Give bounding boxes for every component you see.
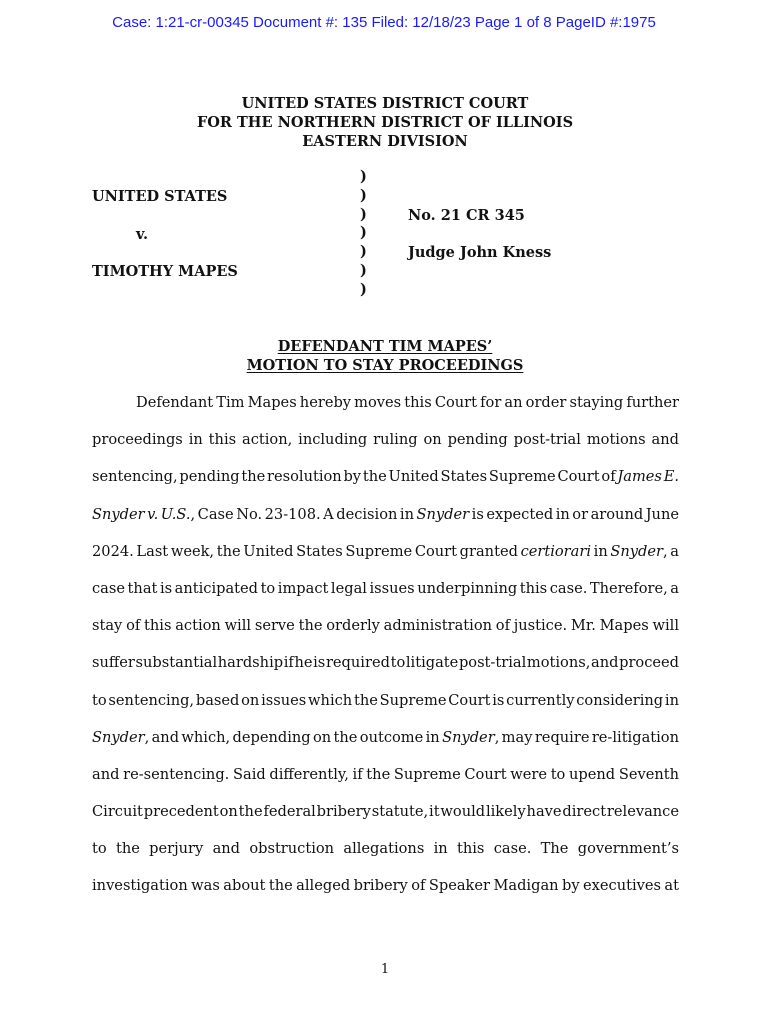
caption-defendant: TIMOTHY MAPES xyxy=(92,263,238,280)
motion-title-line-2: MOTION TO STAY PROCEEDINGS xyxy=(246,357,524,374)
body-text-segment: , and which, depending on the outcome in xyxy=(144,728,443,746)
caption-plaintiff: UNITED STATES xyxy=(92,188,228,205)
case-header-stamp: Case: 1:21-cr-00345 Document #: 135 Filed: 12/18/23 Page 1 of 8 PageID #:1975 xyxy=(112,14,656,31)
body-italic-segment: Snyder xyxy=(416,505,470,523)
body-text-segment: , may require re-litigation xyxy=(494,728,679,746)
body-line xyxy=(92,607,679,644)
court-name-line: UNITED STATES DISTRICT COURT xyxy=(241,95,529,112)
body-line xyxy=(92,719,679,756)
caption-paren: ) xyxy=(360,168,367,185)
body-line xyxy=(92,458,679,495)
body-line xyxy=(92,644,679,681)
body-line xyxy=(92,496,679,533)
caption-versus: v. xyxy=(136,226,149,243)
body-text-segment: suffer substantial hardship if he is required to litigate post-trial motions, and proceed xyxy=(92,654,679,672)
body-line xyxy=(92,867,679,904)
body-line xyxy=(92,793,679,830)
motion-body xyxy=(92,384,679,905)
body-text-segment: proceedings in this action, including ruling on pending post-trial motions and xyxy=(92,431,679,449)
body-line xyxy=(92,682,679,719)
body-text-segment: Defendant Tim Mapes hereby moves this Court for an order staying further xyxy=(136,394,679,411)
body-line xyxy=(92,570,679,607)
caption-paren: ) xyxy=(360,261,367,279)
court-heading xyxy=(0,94,768,151)
motion-title-line-1: DEFENDANT TIM MAPES’ xyxy=(277,338,493,355)
body-italic-segment: certiorari xyxy=(520,542,592,560)
body-line xyxy=(92,756,679,793)
body-text-segment: in xyxy=(591,542,611,560)
motion-title xyxy=(0,337,768,375)
body-italic-segment: Snyder xyxy=(610,542,663,560)
caption-paren: ) xyxy=(360,280,367,298)
court-division-line: EASTERN DIVISION xyxy=(302,133,468,150)
body-text-segment: and re-sentencing. Said differently, if the Supreme Court were to upend Seventh xyxy=(92,765,679,783)
body-text-segment: stay of this action will serve the orderly administration of justice. Mr. Mapes will xyxy=(92,617,679,635)
body-text-segment: case that is anticipated to impact legal issues underpinning this case. Therefore, a xyxy=(92,579,679,597)
caption-paren: ) xyxy=(360,205,367,223)
caption-paren: ) xyxy=(360,224,367,242)
body-italic-segment: James E. xyxy=(617,468,679,486)
body-italic-segment: Snyder xyxy=(442,728,495,746)
case-number: No. 21 CR 345 xyxy=(408,207,525,224)
caption-paren: ) xyxy=(360,243,367,261)
judge-name: Judge John Kness xyxy=(408,244,552,261)
body-italic-segment: Snyder xyxy=(92,728,145,746)
caption-paren-column xyxy=(360,168,367,300)
body-text-segment: Circuit precedent on the federal bribery statute, it would likely have direct relevance xyxy=(92,803,679,821)
body-line xyxy=(92,421,679,458)
body-text-segment: to sentencing, based on issues which the Supreme Court is currently considering in xyxy=(92,691,679,709)
body-text-segment: , Case No. 23-108. A decision in xyxy=(190,505,417,523)
caption-paren: ) xyxy=(360,186,367,204)
body-text-segment: is expected in or around June xyxy=(469,505,679,523)
body-text-segment: , a xyxy=(663,542,679,560)
body-line xyxy=(92,830,679,867)
body-text-segment: sentencing, pending the resolution by the United States Supreme Court of xyxy=(92,468,618,486)
body-text-segment: to the perjury and obstruction allegations in this case. The government’s xyxy=(92,840,679,858)
body-line xyxy=(92,533,679,570)
body-line xyxy=(92,384,679,421)
page-number: 1 xyxy=(380,962,390,977)
body-text-segment: 2024. Last week, the United States Supreme Court granted xyxy=(92,542,521,560)
court-district-line: FOR THE NORTHERN DISTRICT OF ILLINOIS xyxy=(196,114,574,131)
body-italic-segment: Snyder v. U.S. xyxy=(92,505,191,523)
body-text-segment: investigation was about the alleged bribery of Speaker Madigan by executives at xyxy=(92,877,679,895)
